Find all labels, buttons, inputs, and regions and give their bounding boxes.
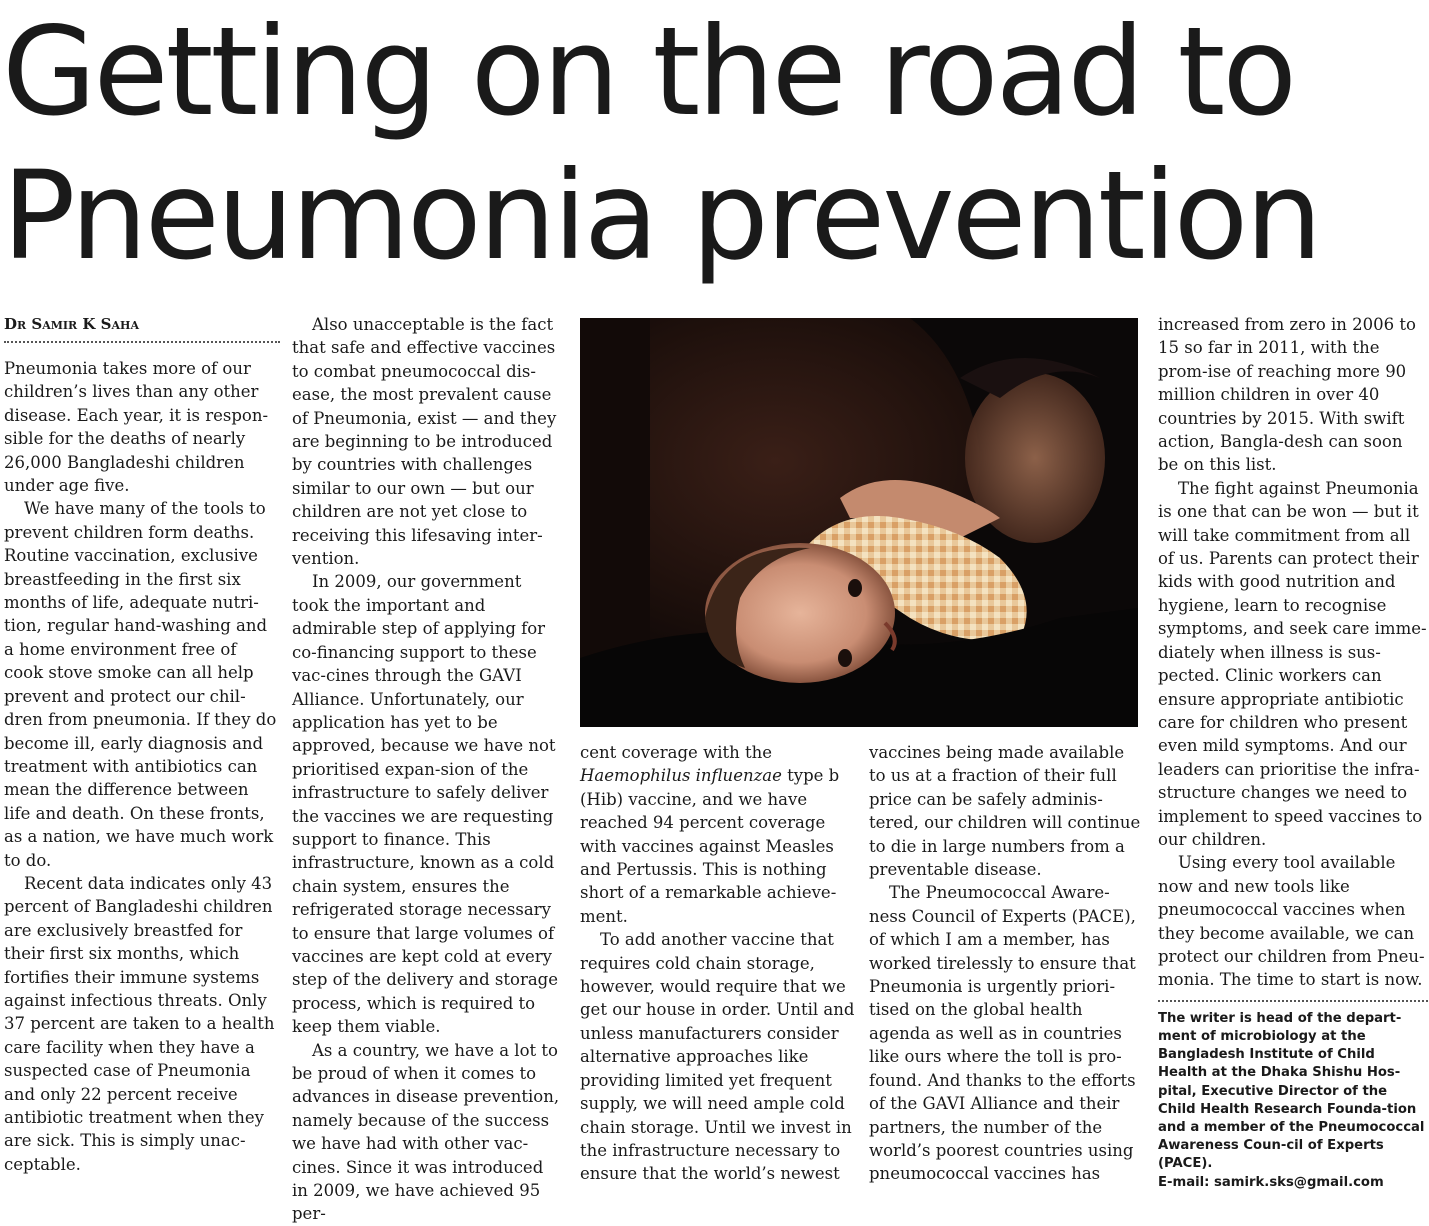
mother-and-baby-photo — [580, 318, 1138, 727]
paragraph: The Pneumococcal Aware-ness Council of Experts (PACE), of which I am a member, has worked tirelessly to ensure that Pneumonia is urgently priori-tised on the global health agenda as well as in countries like ours where the toll is pro-found. And thanks to the efforts of the GAVI Alliance and their partners, the number of the world’s poorest countries using pneumococcal vaccines has — [869, 883, 1136, 1184]
paragraph-start: cent coverage with the — [580, 743, 772, 762]
paragraph: Recent data indicates only 43 percent of Bangladeshi children are exclusively breastfed for their first six months, which fortifies their immune systems against infectious threats. Only 37 percent are taken to a health care facility when they have a suspected case of Pneumonia and only 22 percent receive antibiotic treatment when they are sick. This is simply unac-ceptable. — [4, 873, 275, 1174]
author-bio: The writer is head of the depart-ment of microbiology at the Bangladesh Institute of Child Health at the Dhaka Shishu Hos-pital, Executive Director of the Child Health Research Founda-tion and a member of the Pneumococcal Awareness Coun-cil of Experts (PACE). — [1158, 1010, 1425, 1172]
dotted-divider — [4, 341, 280, 343]
column-3 — [580, 741, 856, 1186]
byline: Dr Samir K Saha — [4, 315, 139, 333]
author-email[interactable]: E-mail: samirk.sks@gmail.com — [1158, 1174, 1384, 1190]
paragraph: In 2009, our government took the important and admirable step of applying for co-financing support to these vac-cines through the GAVI Alliance. Unfortunately, our application has yet to be approved, because we have not prioritised expan-sion of the infrastructure to safely deliver the vaccines we are requesting support to finance. This infrastructure, known as a cold chain system, ensures the refrigerated storage necessary to ensure that large volumes of vaccines are kept cold at every step of the delivery and storage process, which is required to keep them viable. — [292, 572, 558, 1037]
headline — [2, 0, 1422, 288]
column-1 — [4, 313, 280, 1176]
paragraph-rest: type b (Hib) vaccine, and we have reached 94 percent coverage with vaccines against Measles and Pertussis. This is nothing short of a remarkable achieve-ment. — [580, 766, 840, 926]
paragraph: As a country, we have a lot to be proud of when it comes to advances in disease prevention, namely because of the success we have had with other vac-cines. Since it was introduced in 2009, we have achieved 95 per- — [292, 1040, 560, 1224]
column-2 — [292, 313, 562, 1226]
dotted-divider — [1158, 1000, 1428, 1002]
column-5 — [1158, 313, 1428, 1192]
headline-line-2: Pneumonia prevention — [2, 145, 1320, 287]
author-note — [1158, 1010, 1428, 1192]
paragraph: We have many of the tools to prevent children form deaths. Routine vaccination, exclusive breastfeeding in the first six months of life, adequate nutri-tion, regular hand-washing and a home environment free of cook stove smoke can all help prevent and protect our chil-dren from pneumonia. If they do become ill, early diagnosis and treatment with antibiotics can mean the difference between life and death. On these fronts, as a nation, we have much work to do. — [4, 499, 277, 870]
species-name: Haemophilus influenzae — [580, 766, 782, 786]
paragraph: Using every tool available now and new tools like pneumococcal vaccines when they become available, we can protect our children from Pneu-monia. The time to start is now. — [1158, 853, 1425, 990]
paragraph: To add another vaccine that requires cold chain storage, however, would require that we get our house in order. Until and unless manufacturers consider alternative approaches like providing limited yet frequent supply, we will need ample cold chain storage. Until we invest in the infrastructure necessary to ensure that the world’s newest — [580, 930, 855, 1184]
paragraph: Pneumonia takes more of our children’s lives than any other disease. Each year, it is respon-sible for the deaths of nearly 26,000 Bangladeshi children under age five. — [4, 359, 269, 496]
paragraph — [580, 741, 856, 928]
paragraph: increased from zero in 2006 to 15 so far in 2011, with the prom-ise of reaching more 90 million children in over 40 countries by 2015. With swift action, Bangla-desh can soon be on this list. — [1158, 315, 1416, 475]
article-photo — [580, 318, 1138, 727]
paragraph: Also unacceptable is the fact that safe and effective vaccines to combat pneumococcal dis-ease, the most prevalent cause of Pneumonia, exist — and they are beginning to be introduced by countries with challenges similar to our own — but our children are not yet close to receiving this lifesaving inter-vention. — [292, 315, 557, 569]
column-4 — [869, 741, 1145, 1186]
paragraph: The fight against Pneumonia is one that can be won — but it will take commitment from all of us. Parents can protect their kids with good nutrition and hygiene, learn to recognise symptoms, and seek care imme-diately when illness is sus-pected. Clinic workers can ensure appropriate antibiotic care for children who present even mild symptoms. And our leaders can prioritise the infra-structure changes we need to implement to speed vaccines to our children. — [1158, 478, 1427, 849]
paragraph: vaccines being made available to us at a fraction of their full price can be safely adminis-tered, our children will continue to die in large numbers from a preventable disease. — [869, 743, 1141, 880]
headline-line-1: Getting on the road to — [2, 1, 1295, 143]
